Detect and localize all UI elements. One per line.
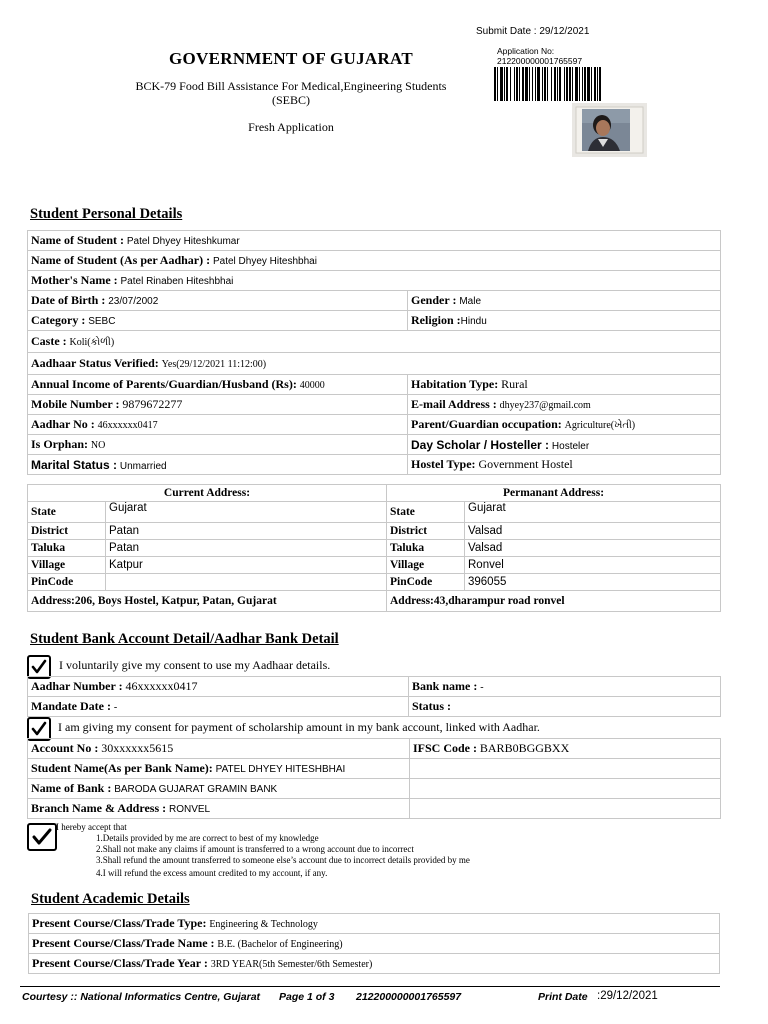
district-label: District — [31, 525, 69, 537]
page-title: GOVERNMENT OF GUJARAT — [169, 49, 413, 68]
course-year: 3RD YEAR(5th Semester/6th Semester) — [210, 959, 373, 970]
branch-value: RONVEL — [169, 804, 211, 815]
table-row — [28, 271, 721, 291]
table-row — [387, 485, 721, 502]
marital-status: Unmarried — [119, 460, 167, 472]
table-row — [28, 485, 387, 502]
aadhar-no-label: Aadhar No : — [31, 417, 95, 431]
table-row — [28, 353, 721, 375]
table-row — [28, 574, 387, 591]
occupation: Agriculture(ખેતી) — [564, 420, 636, 431]
bank-details-heading: Student Bank Account Detail/Aadhar Bank Detail — [30, 631, 339, 647]
current-district: Patan — [109, 525, 140, 537]
branch-label: Branch Name & Address : — [31, 801, 167, 815]
table-row — [29, 954, 720, 974]
personal-details-table — [27, 230, 721, 475]
table-row — [28, 375, 721, 395]
taluka-label: Taluka — [31, 542, 66, 554]
table-row — [28, 697, 721, 717]
table-row — [28, 291, 721, 311]
ifsc-code-label: IFSC Code : — [413, 741, 478, 755]
orphan-label: Is Orphan: — [31, 437, 89, 451]
table-row — [387, 502, 721, 523]
course-type: Engineering & Technology — [209, 919, 318, 930]
application-no: 212200000001765597 — [497, 56, 583, 66]
course-type-label: Present Course/Class/Trade Type: — [32, 916, 207, 930]
table-row — [28, 779, 721, 799]
bank-student-name: PATEL DHYEY HITESHBHAI — [215, 764, 346, 775]
table-row — [28, 415, 721, 435]
student-name: Patel Dhyey Hiteshkumar — [126, 236, 240, 247]
footer-courtesy: Courtesy :: National Informatics Centre, Gujarat — [22, 991, 261, 1003]
income-label: Annual Income of Parents/Guardian/Husband (Rs): — [31, 377, 297, 391]
ifsc-code: BARB0BGGBXX — [479, 741, 570, 755]
table-row — [28, 677, 721, 697]
pincode-label: PinCode — [390, 576, 433, 588]
permanent-pincode: 396055 — [468, 576, 507, 588]
current-taluka: Patan — [109, 542, 140, 554]
table-row — [28, 311, 721, 331]
table-row — [28, 739, 721, 759]
occupation-label: Parent/Guardian occupation: — [411, 417, 562, 431]
permanent-state: Gujarat — [468, 502, 506, 514]
mother-name-label: Mother's Name : — [31, 273, 118, 287]
student-name-label: Name of Student : — [31, 233, 124, 247]
table-row — [28, 591, 387, 612]
email: dhyey237@gmail.com — [499, 400, 591, 411]
personal-details-heading: Student Personal Details — [30, 206, 183, 222]
application-no-label: Application No: — [497, 46, 555, 56]
declaration-point: 2.Shall not make any claims if amount is transferred to a wrong account due to incorrect — [96, 844, 414, 854]
mandate-date-label: Mandate Date : — [31, 699, 111, 713]
permanent-address-table — [386, 484, 721, 612]
religion: Hindu — [460, 316, 487, 327]
religion-label: Religion : — [411, 313, 461, 327]
day-scholar-label: Day Scholar / Hosteller : — [411, 437, 550, 452]
aadhar-name: Patel Dhyey Hiteshbhai — [212, 256, 317, 267]
permanent-address-line: Address:43,dharampur road ronvel — [390, 595, 565, 607]
pincode-label: PinCode — [31, 576, 74, 588]
aadhar-number-label: Aadhar Number : — [31, 679, 123, 693]
declaration-point: 1.Details provided by me are correct to best of my knowledge — [96, 833, 319, 843]
category-label: Category : — [31, 313, 86, 327]
permanent-address-heading: Permanant Address: — [502, 487, 605, 499]
scheme-name: BCK-79 Food Bill Assistance For Medical,Engineering Students — [135, 79, 447, 93]
footer-print-date: :29/12/2021 — [597, 990, 658, 1002]
checkmark-icon — [30, 658, 48, 676]
table-row — [387, 574, 721, 591]
checkmark-icon — [30, 720, 48, 738]
mobile: 9879672277 — [122, 397, 183, 411]
table-row — [28, 759, 721, 779]
dob: 23/07/2002 — [108, 296, 159, 307]
status-label: Status : — [412, 699, 452, 713]
mother-name: Patel Rinaben Hiteshbhai — [120, 276, 234, 287]
permanent-district: Valsad — [468, 525, 503, 537]
declaration-checkbox[interactable] — [27, 823, 57, 851]
caste: Koli(કોળી) — [69, 337, 115, 348]
aadhaar-status-label: Aadhaar Status Verified: — [31, 356, 159, 370]
table-row — [28, 523, 387, 540]
current-state: Gujarat — [109, 502, 147, 514]
aadhar-no: 46xxxxxx0417 — [97, 420, 158, 431]
table-row — [387, 540, 721, 557]
account-no: 30xxxxxx5615 — [101, 741, 174, 755]
dob-label: Date of Birth : — [31, 293, 106, 307]
bank-name: - — [480, 682, 484, 693]
district-label: District — [390, 525, 428, 537]
aadhar-name-label: Name of Student (As per Aadhar) : — [31, 253, 211, 267]
current-village: Katpur — [109, 559, 143, 571]
aadhaar-status: Yes(29/12/2021 11:12:00) — [161, 359, 267, 370]
scheme-category: (SEBC) — [271, 93, 310, 107]
table-row — [387, 591, 721, 612]
gender: Male — [459, 296, 482, 307]
aadhaar-consent-text: I voluntarily give my consent to use my Aadhaar details. — [59, 658, 331, 672]
bank-aadhar-table — [27, 676, 721, 717]
aadhar-number: 46xxxxxx0417 — [125, 679, 198, 693]
habitation-label: Habitation Type: — [411, 377, 499, 391]
category: SEBC — [88, 316, 116, 327]
footer-print-date-label: Print Date — [538, 991, 588, 1003]
bank-student-name-label: Student Name(As per Bank Name): — [31, 761, 213, 775]
habitation: Rural — [501, 377, 528, 391]
table-row — [28, 540, 387, 557]
orphan: NO — [90, 440, 106, 451]
current-address-table — [27, 484, 387, 612]
checkmark-icon — [30, 826, 54, 848]
course-year-label: Present Course/Class/Trade Year : — [32, 956, 208, 970]
taluka-label: Taluka — [390, 542, 425, 554]
caste-label: Caste : — [31, 334, 67, 348]
student-photo — [572, 103, 647, 157]
declaration-point: 4.I will refund the excess amount credited to my account, if any. — [96, 868, 328, 878]
mobile-label: Mobile Number : — [31, 397, 120, 411]
village-label: Village — [390, 559, 425, 571]
table-row — [28, 799, 721, 819]
state-label: State — [31, 506, 56, 518]
table-row — [28, 435, 721, 455]
bank-name-label: Bank name : — [412, 679, 478, 693]
submit-date: Submit Date : 29/12/2021 — [476, 26, 590, 37]
permanent-village: Ronvel — [468, 559, 504, 571]
current-address-line: Address:206, Boys Hostel, Katpur, Patan, Gujarat — [31, 595, 277, 607]
table-row — [29, 914, 720, 934]
declaration-point: 3.Shall refund the amount transferred to someone else’s account due to incorrect details provided by me — [96, 855, 470, 865]
name-of-bank: BARODA GUJARAT GRAMIN BANK — [114, 784, 278, 795]
table-row — [28, 557, 387, 574]
table-row — [29, 934, 720, 954]
mandate-date: - — [113, 702, 118, 713]
course-name: B.E. (Bachelor of Engineering) — [217, 939, 343, 950]
course-name-label: Present Course/Class/Trade Name : — [32, 936, 215, 950]
hostel-type-label: Hostel Type: — [411, 457, 476, 471]
village-label: Village — [31, 559, 66, 571]
hostel-type: Government Hostel — [478, 457, 573, 471]
footer-application-no: 212200000001765597 — [356, 991, 462, 1003]
footer-page-number: Page 1 of 3 — [279, 991, 335, 1003]
table-row — [28, 251, 721, 271]
table-row — [28, 231, 721, 251]
footer-divider — [20, 986, 720, 987]
marital-status-label: Marital Status : — [31, 457, 118, 472]
bank-account-table — [27, 738, 721, 819]
table-row — [28, 395, 721, 415]
current-address-heading: Current Address: — [163, 487, 251, 499]
declaration-intro: I hereby accept that — [56, 822, 127, 832]
email-label: E-mail Address : — [411, 397, 497, 411]
academic-details-heading: Student Academic Details — [31, 891, 190, 907]
academic-table — [28, 913, 720, 974]
table-row — [28, 455, 721, 475]
payment-consent-text: I am giving my consent for payment of scholarship amount in my bank account, linked with Aadhar. — [58, 720, 540, 734]
table-row — [28, 502, 387, 523]
table-row — [387, 523, 721, 540]
application-type: Fresh Application — [248, 120, 334, 134]
income: 40000 — [299, 380, 325, 391]
permanent-taluka: Valsad — [468, 542, 503, 554]
day-scholar: Hosteler — [551, 440, 590, 452]
gender-label: Gender : — [411, 293, 457, 307]
table-row — [28, 331, 721, 353]
table-row — [387, 557, 721, 574]
account-no-label: Account No : — [31, 741, 99, 755]
name-of-bank-label: Name of Bank : — [31, 781, 112, 795]
state-label: State — [390, 506, 415, 518]
